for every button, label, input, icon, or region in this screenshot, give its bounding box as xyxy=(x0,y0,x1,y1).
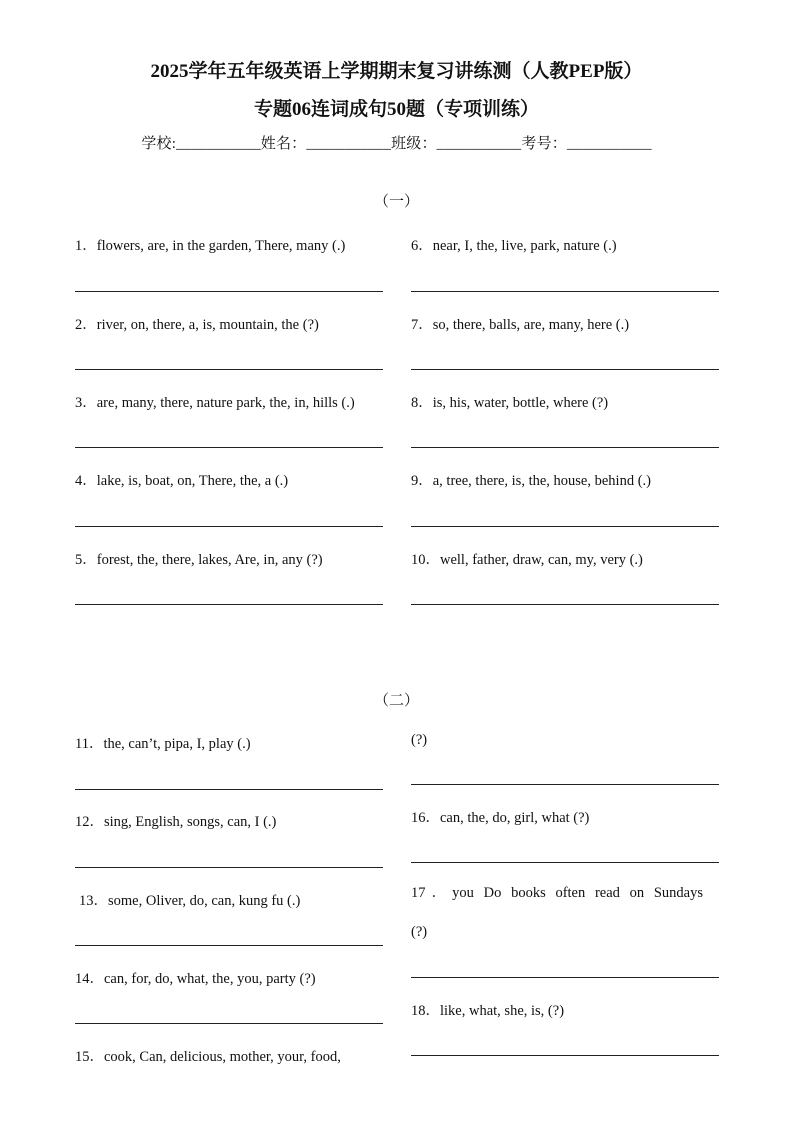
answer-line-13[interactable] xyxy=(75,945,383,946)
question-5: 5．forest, the, there, lakes, Are, in, any (?) xyxy=(75,552,323,568)
question-8: 8．is, his, water, bottle, where (?) xyxy=(411,395,609,411)
question-12: 12．sing, English, songs, can, I (.) xyxy=(75,814,277,830)
answer-line-11[interactable] xyxy=(75,789,383,790)
section-heading-2: （二） xyxy=(373,693,419,709)
answer-line-10[interactable] xyxy=(411,604,719,605)
question-1: 1．flowers, are, in the garden, There, many (.) xyxy=(75,238,346,254)
answer-line-1[interactable] xyxy=(75,291,383,292)
answer-line-12[interactable] xyxy=(75,867,383,868)
question-16: 16．can, the, do, girl, what (?) xyxy=(411,810,590,826)
answer-line-15[interactable] xyxy=(411,784,719,785)
answer-line-16[interactable] xyxy=(411,862,719,863)
answer-line-17[interactable] xyxy=(411,977,719,978)
question-6: 6．near, I, the, live, park, nature (.) xyxy=(411,238,617,254)
question-7: 7．so, there, balls, are, many, here (.) xyxy=(411,317,630,333)
section-heading-1: （一） xyxy=(373,194,419,210)
question-17: 17．you Do books often read on Sundays xyxy=(411,885,703,901)
question-10: 10．well, father, draw, can, my, very (.) xyxy=(411,552,643,568)
question-15-continued: (?) xyxy=(411,732,428,748)
answer-line-2[interactable] xyxy=(75,369,383,370)
question-18: 18．like, what, she, is, (?) xyxy=(411,1003,565,1019)
question-4: 4．lake, is, boat, on, There, the, a (.) xyxy=(75,473,289,489)
answer-line-3[interactable] xyxy=(75,447,383,448)
question-3: 3．are, many, there, nature park, the, in, hills (.) xyxy=(75,395,355,411)
question-14: 14．can, for, do, what, the, you, party (?) xyxy=(75,971,316,987)
answer-line-8[interactable] xyxy=(411,447,719,448)
question-15: 15．cook, Can, delicious, mother, your, food, xyxy=(75,1049,341,1065)
answer-line-18[interactable] xyxy=(411,1055,719,1056)
answer-line-14[interactable] xyxy=(75,1023,383,1024)
question-17-continued: (?) xyxy=(411,924,428,940)
student-info-line: 学校:___________姓名：___________班级：___________考号：___________ xyxy=(141,136,652,152)
page-title: 2025学年五年级英语上学期期末复习讲练测（人教PEP版） xyxy=(150,61,643,82)
answer-line-7[interactable] xyxy=(411,369,719,370)
page-subtitle: 专题06连词成句50题（专项训练） xyxy=(253,99,539,120)
answer-line-9[interactable] xyxy=(411,526,719,527)
question-2: 2．river, on, there, a, is, mountain, the (?) xyxy=(75,317,319,333)
question-11: 11．the, can’t, pipa, I, play (.) xyxy=(75,736,251,752)
answer-line-4[interactable] xyxy=(75,526,383,527)
answer-line-6[interactable] xyxy=(411,291,719,292)
answer-line-5[interactable] xyxy=(75,604,383,605)
question-13: 13．some, Oliver, do, can, kung fu (.) xyxy=(79,893,301,909)
question-9: 9．a, tree, there, is, the, house, behind (.) xyxy=(411,473,651,489)
